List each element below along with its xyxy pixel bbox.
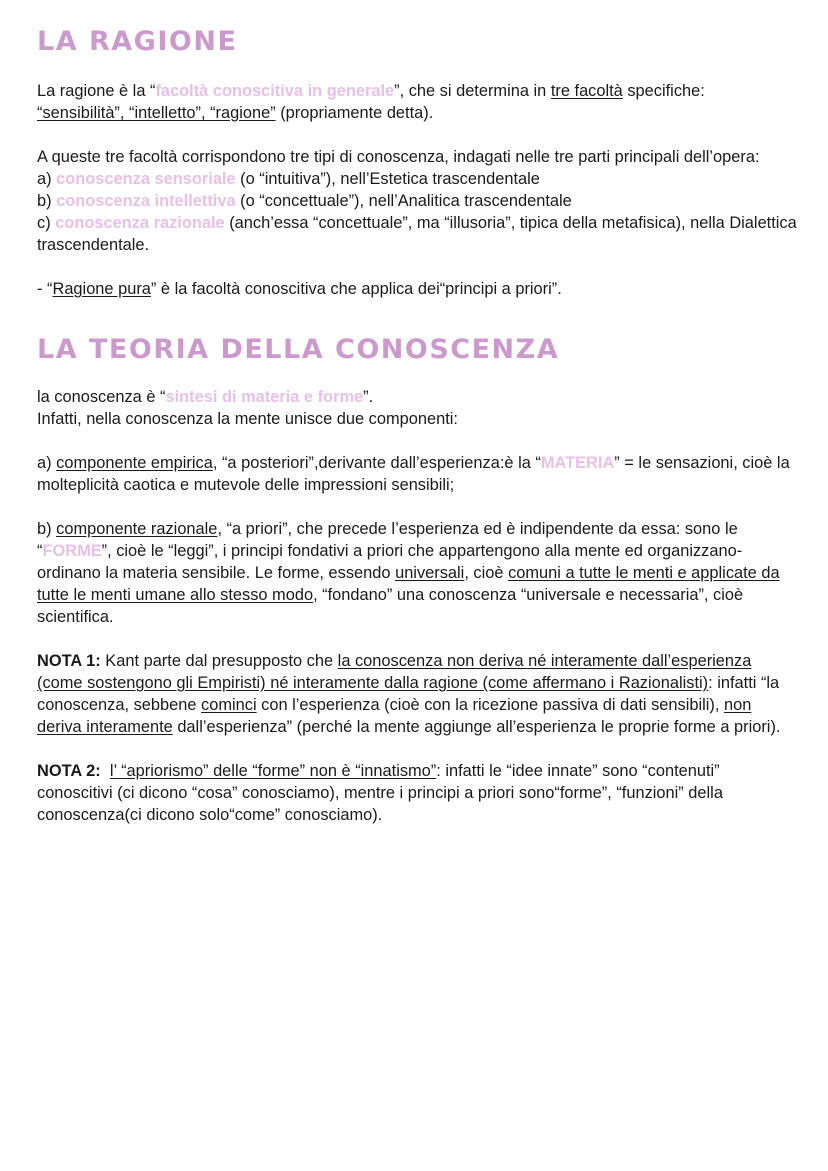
note-label: NOTA 1: [37, 652, 101, 670]
paragraph-ragione-pura [37, 278, 798, 300]
underlined-text: componente empirica [56, 454, 213, 472]
text: ”, che si determina in [394, 82, 551, 100]
paragraph-nota-1 [37, 650, 798, 738]
paragraph-componente-empirica [37, 452, 798, 496]
text: (o “intuitiva”), nell’Estetica trascendentale [235, 170, 540, 188]
highlight-text: MATERIA [540, 454, 615, 472]
underlined-text: l’ “apriorismo” delle “forme” non è “innatismo” [109, 762, 437, 780]
text: : infatti le “idee innate” sono “contenuti” conoscitivi (ci dicono “cosa” conosciamo), mentre i principi a priori sono“forme”, “funzioni” della conoscenza(ci dicono solo“come” conosciamo). [37, 762, 723, 824]
text: , “a posteriori”,derivante dall’esperienza:è la “ [212, 454, 541, 472]
highlight-text: conoscenza sensoriale [56, 170, 236, 188]
list-item-b [37, 192, 572, 210]
list-marker: a) [37, 170, 57, 188]
text: a) [37, 454, 57, 472]
paragraph-ragione-definition [37, 80, 798, 124]
underlined-text: la conoscenza non deriva né interamente dall’esperienza (come sostengono gli Empiristi) né interamente dalla ragione (come affermano i Razionalisti) [37, 652, 752, 692]
highlight-text: conoscenza razionale [55, 214, 225, 232]
highlight-text: sintesi di materia e forme [165, 388, 364, 406]
text: : infatti “la conoscenza, sebbene [37, 674, 780, 714]
section-title-la-ragione: LA RAGIONE [37, 26, 238, 57]
underlined-text: “sensibilità”, “intelletto”, “ragione” [37, 104, 276, 122]
underlined-text: non deriva interamente [37, 696, 752, 736]
underlined-text: tre facoltà [550, 82, 623, 100]
text: A queste tre facoltà corrispondono tre tipi di conoscenza, indagati nelle tre parti principali dell’opera: [37, 148, 760, 166]
text: Infatti, nella conoscenza la mente unisce due componenti: [37, 410, 458, 428]
highlight-text: FORME [42, 542, 102, 560]
paragraph-componente-razionale [37, 518, 798, 628]
underlined-text: universali [395, 564, 465, 582]
text: , cioè [464, 564, 509, 582]
highlight-text: conoscenza intellettiva [56, 192, 236, 210]
text: (o “concettuale”), nell’Analitica trascendentale [235, 192, 572, 210]
text: con l’esperienza (cioè con la ricezione passiva di dati sensibili), [256, 696, 724, 714]
text: specifiche: [622, 82, 705, 100]
text: (propriamente detta). [275, 104, 434, 122]
text: Kant parte dal presupposto che [100, 652, 338, 670]
underlined-text: componente razionale [56, 520, 218, 538]
list-item-c [37, 214, 797, 254]
paragraph-tipi-conoscenza [37, 146, 798, 256]
underlined-text: cominci [201, 696, 257, 714]
text: ” = le sensazioni, cioè la molteplicità caotica e mutevole delle impressioni sensibili; [37, 454, 790, 494]
text: ”. [363, 388, 374, 406]
underlined-text: comuni a tutte le menti e applicate da tutte le menti umane allo stesso modo [37, 564, 780, 604]
text: , “a priori”, che precede l’esperienza ed è indipendente da essa: sono le “ [37, 520, 738, 560]
list-item-a [37, 170, 540, 188]
text: dall’esperienza” (perché la mente aggiunge all’esperienza le proprie forme a priori). [172, 718, 781, 736]
list-marker: b) [37, 192, 57, 210]
section-title-teoria-conoscenza: LA TEORIA DELLA CONOSCENZA [37, 334, 560, 365]
text: b) [37, 520, 57, 538]
text: - “ [37, 280, 53, 298]
text: La ragione è la “ [37, 82, 156, 100]
paragraph-sintesi [37, 386, 798, 430]
highlight-text: facoltà conoscitiva in generale [155, 82, 395, 100]
underlined-text: Ragione pura [52, 280, 151, 298]
text: ” è la facoltà conoscitiva che applica dei“principi a priori”. [150, 280, 562, 298]
text: , “fondano” una conoscenza “universale e necessaria”, cioè scientifica. [37, 586, 744, 626]
note-label: NOTA 2: [37, 762, 101, 780]
text: (anch’essa “concettuale”, ma “illusoria”, tipica della metafisica), nella Dialettica trascendentale. [37, 214, 797, 254]
list-marker: c) [37, 214, 56, 232]
paragraph-nota-2 [37, 760, 798, 826]
text: la conoscenza è “ [37, 388, 166, 406]
text: ”, cioè le “leggi”, i principi fondativi a priori che appartengono alla mente ed organizzano-ordinano la materia sensibile. Le forme, essendo [37, 542, 743, 582]
text [101, 762, 110, 780]
